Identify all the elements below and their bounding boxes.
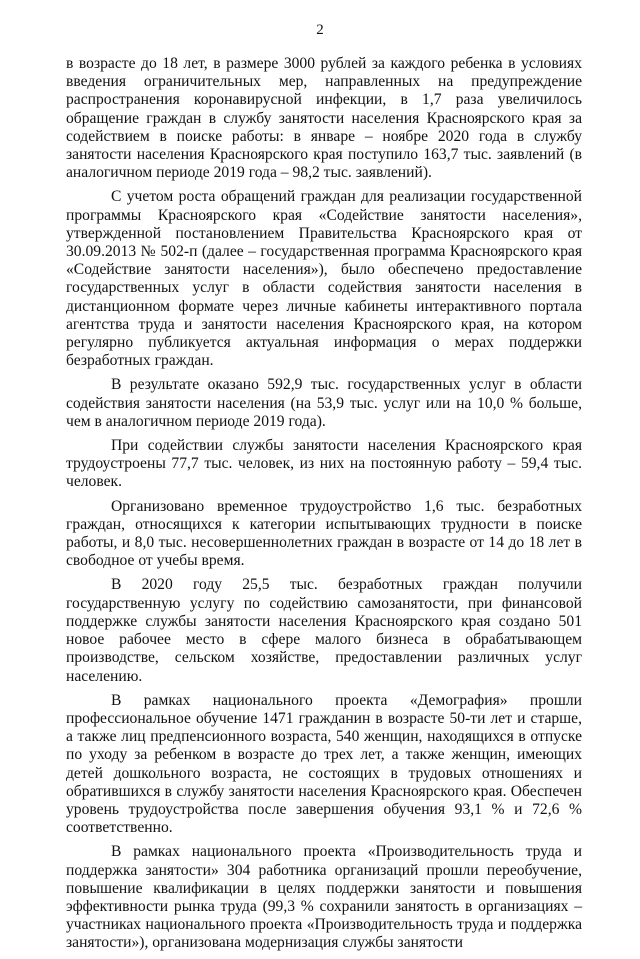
paragraph-employment: При содействии службы занятости населения Красноярского края трудоустроены 77,7 тыс. человек, из них на постоянную работу – 59,4 тыс. человек. [66,437,582,491]
paragraph-productivity-project: В рамках национального проекта «Производительность труда и поддержка занятости» 304 работника организаций прошли переобучение, повышение квалификации в целях поддержки занятости и повышения эффективности рынка труда (99,3 % сохранили занятость в организациях – участниках национального проекта «Производительность труда и поддержка занятости»), организована модернизация службы занятости [66,843,582,952]
paragraph-self-employment: В 2020 году 25,5 тыс. безработных граждан получили государственную услугу по содействию самозанятости, при финансовой поддержке службы занятости населения Красноярского края создано 501 новое рабочее место в сфере малого бизнеса в обрабатывающем производстве, сельском хозяйстве, предоставлении различных услуг населению. [66,576,582,685]
paragraph-continuation: в возрасте до 18 лет, в размере 3000 рублей за каждого ребенка в условиях введения ограничительных мер, направленных на предупреждение распространения коронавирусной инфекции, в 1,7 раза увеличилось обращение граждан в службу занятости населения Красноярского края за содействием в поиске работы: в январе – ноябре 2020 года в службу занятости населения Красноярского края поступило 163,7 тыс. заявлений (в аналогичном периоде 2019 года – 98,2 тыс. заявлений). [66,55,582,182]
paragraph-demography-project: В рамках национального проекта «Демография» прошли профессиональное обучение 1471 гражданин в возрасте 50-ти лет и старше, а также лиц предпенсионного возраста, 540 женщин, находящихся в отпуске по уходу за ребенком в возрасте до трех лет, а также женщин, имеющих детей дошкольного возраста, не состоящих в трудовых отношениях и обратившихся в службу занятости населения Красноярского края. Обеспечен уровень трудоустройства после завершения обучения 93,1 % и 72,6 % соответственно. [66,691,582,837]
paragraph-program: С учетом роста обращений граждан для реализации государственной программы Красноярского края «Содействие занятости населения», утвержденной постановлением Правительства Красноярского края от 30.09.2013 № 502-п (далее – государственная программа Красноярского края «Содействие занятости населения»), было обеспечено предоставление государственных услуг в области содействия занятости населения в дистанционном формате через личные кабинеты интерактивного портала агентства труда и занятости населения Красноярского края, на котором регулярно публикуется актуальная информация о мерах поддержки безработных граждан. [66,188,582,370]
paragraph-services-result: В результате оказано 592,9 тыс. государственных услуг в области содействия занятости населения (на 53,9 тыс. услуг или на 10,0 % больше, чем в аналогичном периоде 2019 года). [66,376,582,430]
document-body [66,55,582,959]
page-number: 2 [316,22,324,38]
paragraph-temporary-employment: Организовано временное трудоустройство 1,6 тыс. безработных граждан, относящихся к категории испытывающих трудности в поиске работы, и 8,0 тыс. несовершеннолетних граждан в возрасте от 14 до 18 лет в свободное от учебы время. [66,497,582,570]
